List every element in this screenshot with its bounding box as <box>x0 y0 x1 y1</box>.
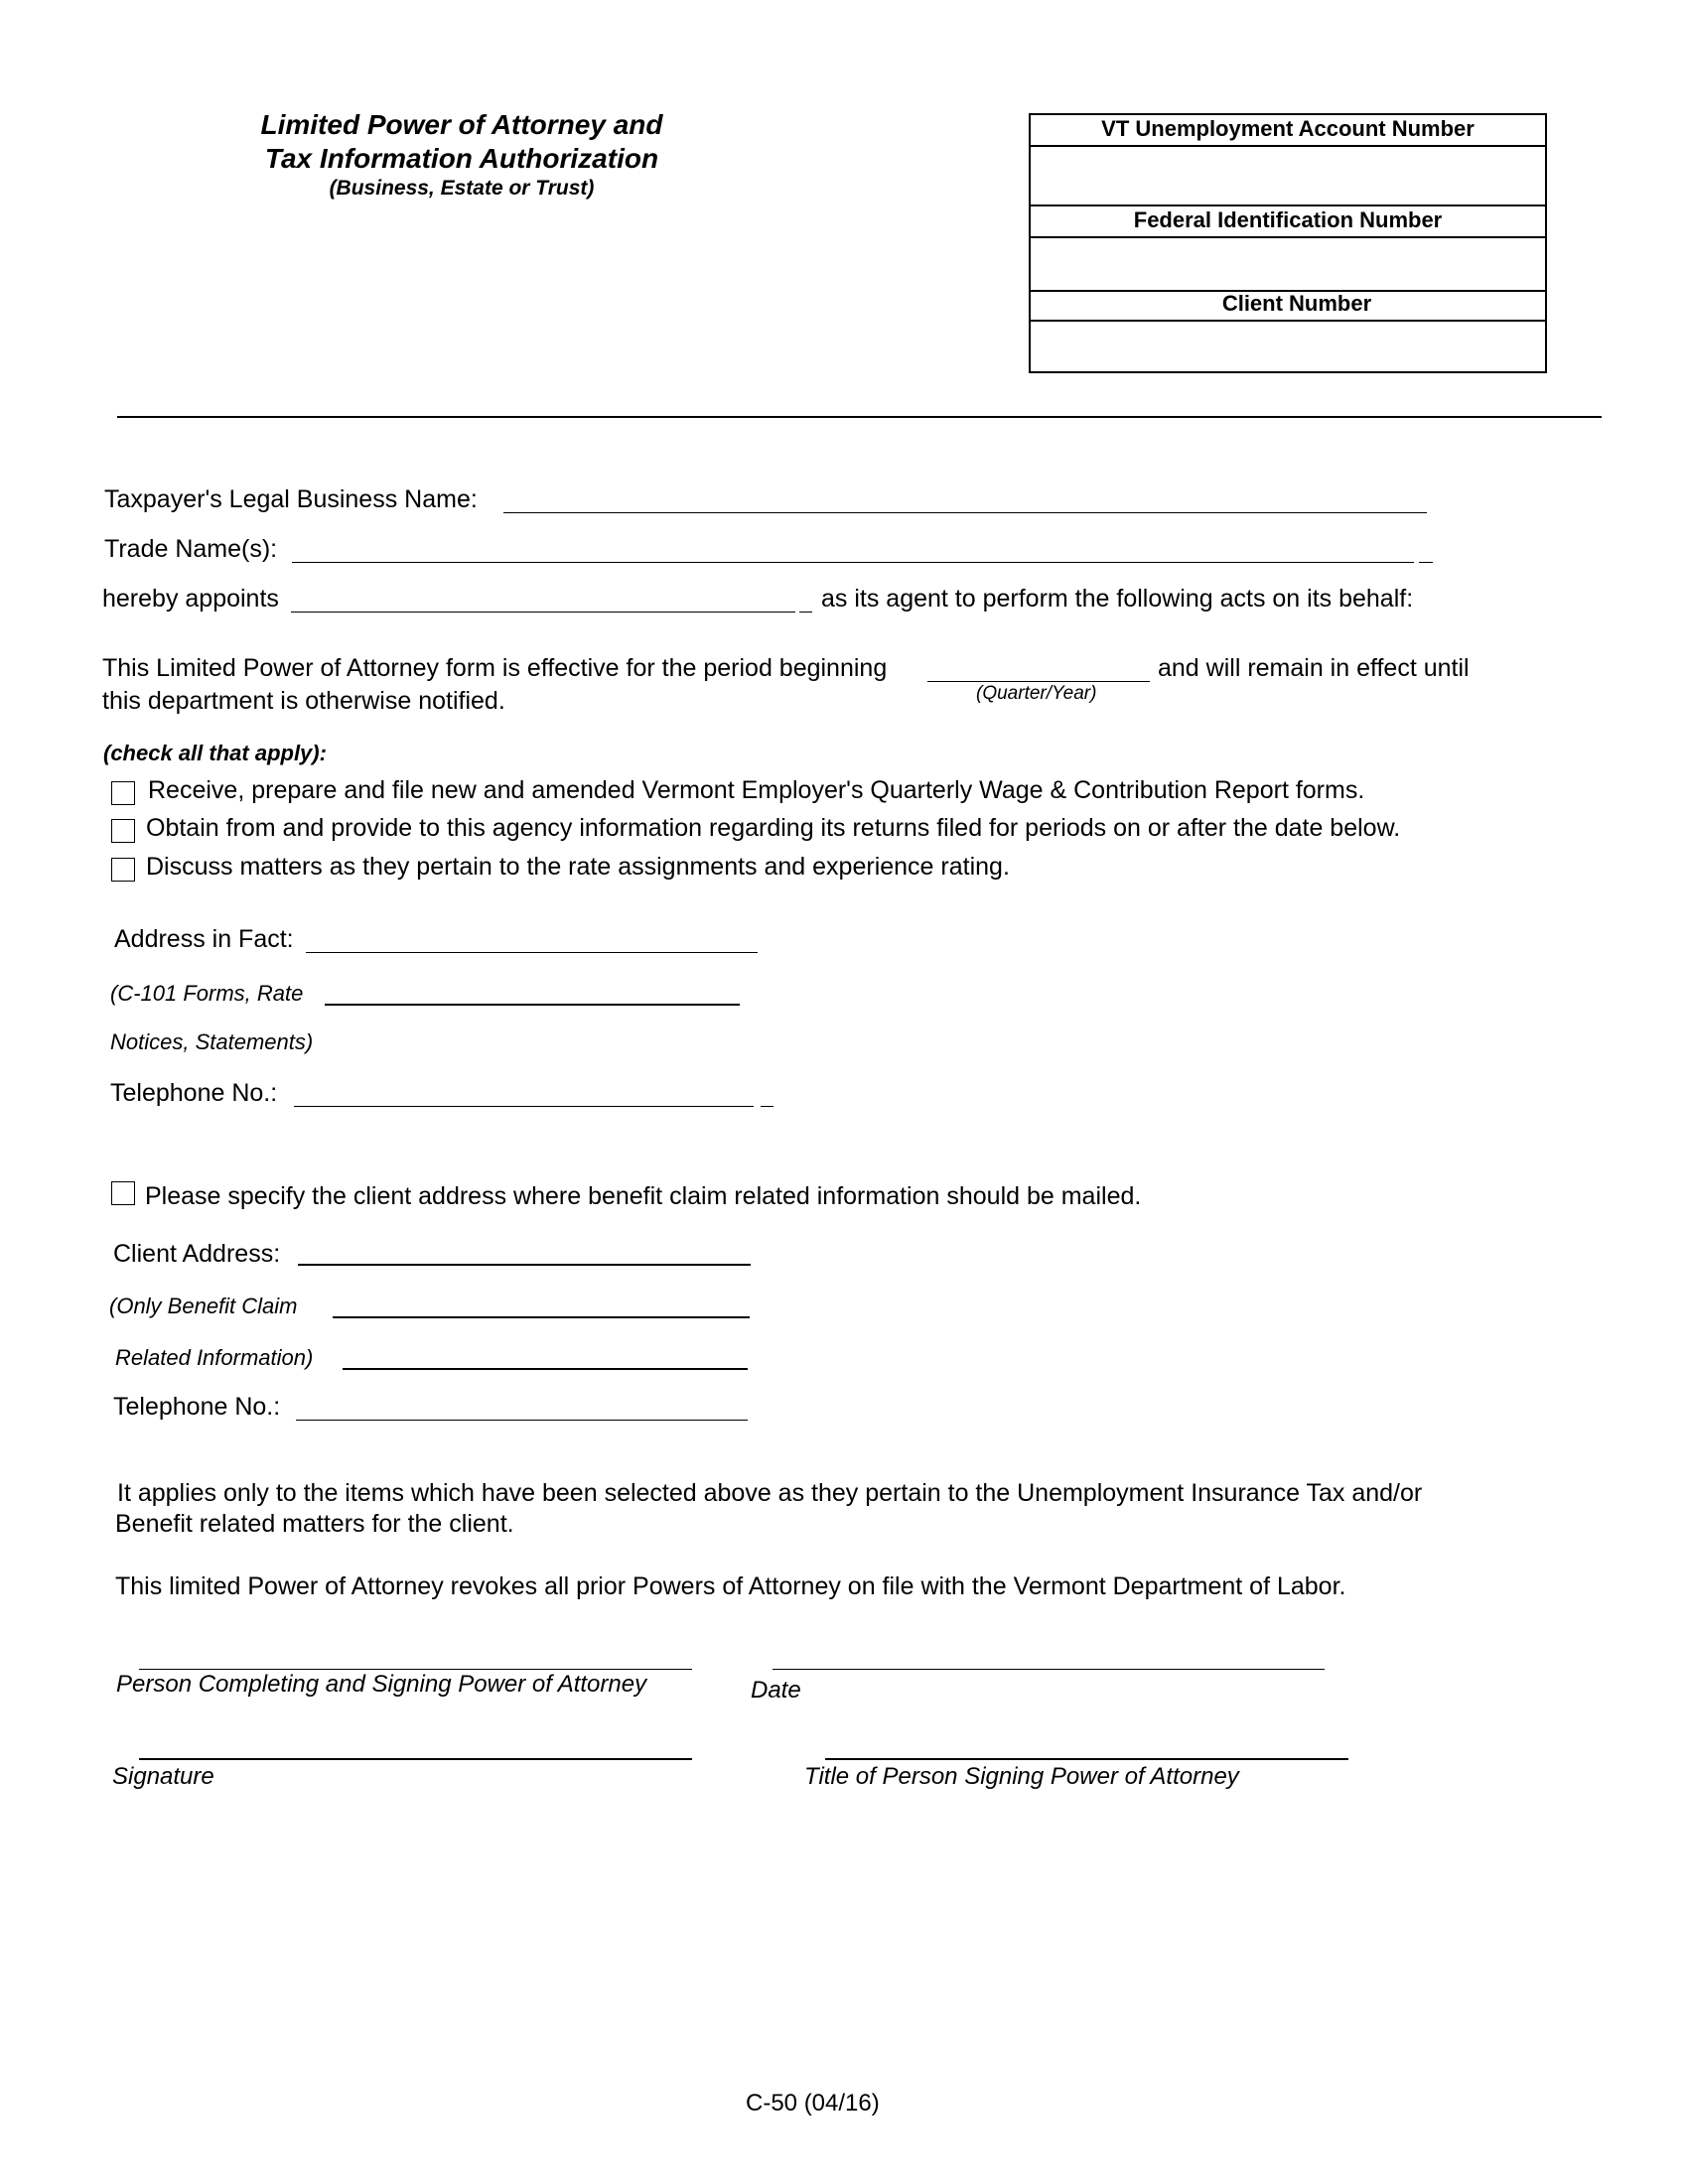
vt-account-field[interactable] <box>1035 151 1541 201</box>
date-line <box>773 1669 1325 1670</box>
address-in-fact-field[interactable] <box>306 922 758 952</box>
effective-text: This Limited Power of Attorney form is effective for the period beginning <box>102 654 888 682</box>
address-note-line2: Notices, Statements) <box>110 1029 314 1054</box>
form-number: C-50 (04/16) <box>746 2090 880 2116</box>
option-checkbox-obtain-info[interactable] <box>111 819 135 843</box>
divider <box>1031 320 1545 322</box>
title-field[interactable] <box>825 1728 1348 1758</box>
client-note-line2: Related Information) <box>115 1345 314 1370</box>
applies-text-line2: Benefit related matters for the client. <box>115 1510 514 1538</box>
fein-field[interactable] <box>1035 242 1541 286</box>
client-address-checkbox-label: Please specify the client address where benefit claim related information should be mailed. <box>145 1182 1142 1210</box>
divider <box>1031 236 1545 238</box>
appoints-label: hereby appoints <box>102 585 279 613</box>
period-line <box>927 681 1150 682</box>
address-note-line1: (C-101 Forms, Rate <box>110 981 304 1006</box>
signature-line <box>139 1758 692 1760</box>
client-address-checkbox[interactable] <box>111 1181 135 1205</box>
agent-name-field[interactable] <box>291 582 812 612</box>
address-line-2-field[interactable] <box>325 974 740 1004</box>
person-signing-label: Person Completing and Signing Power of Attorney <box>116 1671 647 1698</box>
revokes-text: This limited Power of Attorney revokes all prior Powers of Attorney on file with the Vermont Department of Labor. <box>115 1572 1346 1600</box>
option-checkbox-file-reports[interactable] <box>111 781 135 805</box>
client-address-field[interactable] <box>298 1234 751 1264</box>
client-address-line-2-field[interactable] <box>333 1287 750 1316</box>
client-address-line-3-field[interactable] <box>343 1338 748 1368</box>
vt-account-label: VT Unemployment Account Number <box>1101 116 1475 141</box>
title-line <box>825 1758 1348 1760</box>
section-divider <box>117 416 1602 418</box>
address-line-2 <box>325 1004 740 1006</box>
option-label-obtain-info: Obtain from and provide to this agency information regarding its returns filed for periods on or after the date below. <box>146 814 1401 842</box>
client-address-line-2 <box>333 1316 750 1318</box>
option-label-discuss-rating: Discuss matters as they pertain to the rate assignments and experience rating. <box>146 853 1010 881</box>
client-telephone-line <box>296 1420 748 1421</box>
effective-text-line2: this department is otherwise notified. <box>102 687 505 715</box>
client-note-line1: (Only Benefit Claim <box>109 1294 298 1318</box>
client-address-line <box>298 1264 751 1266</box>
address-in-fact-line <box>306 952 758 953</box>
address-in-fact-label: Address in Fact: <box>114 925 294 953</box>
period-field[interactable] <box>927 651 1150 681</box>
options-heading: (check all that apply): <box>103 741 327 765</box>
effective-suffix: and will remain in effect until <box>1158 654 1470 682</box>
legal-name-field[interactable] <box>503 482 1427 512</box>
period-caption: (Quarter/Year) <box>976 683 1097 704</box>
trade-name-field[interactable] <box>292 532 1432 562</box>
signature-field[interactable] <box>139 1728 692 1758</box>
divider <box>1031 145 1545 147</box>
client-number-label: Client Number <box>1221 291 1372 316</box>
client-telephone-field[interactable] <box>296 1390 748 1420</box>
client-telephone-label: Telephone No.: <box>113 1393 281 1421</box>
form-subtitle: (Business, Estate or Trust) <box>329 177 595 200</box>
agent-telephone-label: Telephone No.: <box>110 1079 278 1107</box>
form-title-line1: Limited Power of Attorney and <box>260 109 663 140</box>
client-address-line-3 <box>343 1368 748 1370</box>
trade-name-label: Trade Name(s): <box>104 535 278 563</box>
legal-name-label: Taxpayer's Legal Business Name: <box>104 485 478 513</box>
date-label: Date <box>751 1677 801 1704</box>
agent-telephone-field[interactable] <box>294 1076 774 1106</box>
fein-label: Federal Identification Number <box>1133 207 1443 232</box>
applies-text-line1: It applies only to the items which have been selected above as they pertain to the Unemployment Insurance Tax and/or <box>117 1479 1423 1507</box>
date-field[interactable] <box>773 1639 1325 1669</box>
signature-label: Signature <box>112 1763 214 1790</box>
agent-telephone-line <box>294 1106 754 1107</box>
agent-name-line <box>291 612 795 613</box>
agent-telephone-line-end <box>761 1106 774 1107</box>
client-address-label: Client Address: <box>113 1240 281 1268</box>
trade-name-line <box>292 562 1414 563</box>
option-checkbox-discuss-rating[interactable] <box>111 858 135 882</box>
legal-name-line <box>503 512 1427 513</box>
person-signing-field[interactable] <box>139 1639 692 1669</box>
id-number-box <box>1029 113 1547 373</box>
person-signing-line <box>139 1669 692 1670</box>
trade-name-line-end <box>1419 562 1433 563</box>
option-label-file-reports: Receive, prepare and file new and amended Vermont Employer's Quarterly Wage & Contribution Report forms. <box>148 776 1365 804</box>
form-title-line2: Tax Information Authorization <box>264 143 659 174</box>
appoints-suffix: as its agent to perform the following acts on its behalf: <box>821 585 1414 613</box>
title-label: Title of Person Signing Power of Attorney <box>804 1763 1239 1790</box>
client-number-field[interactable] <box>1035 326 1541 367</box>
agent-name-line-end <box>799 612 812 613</box>
